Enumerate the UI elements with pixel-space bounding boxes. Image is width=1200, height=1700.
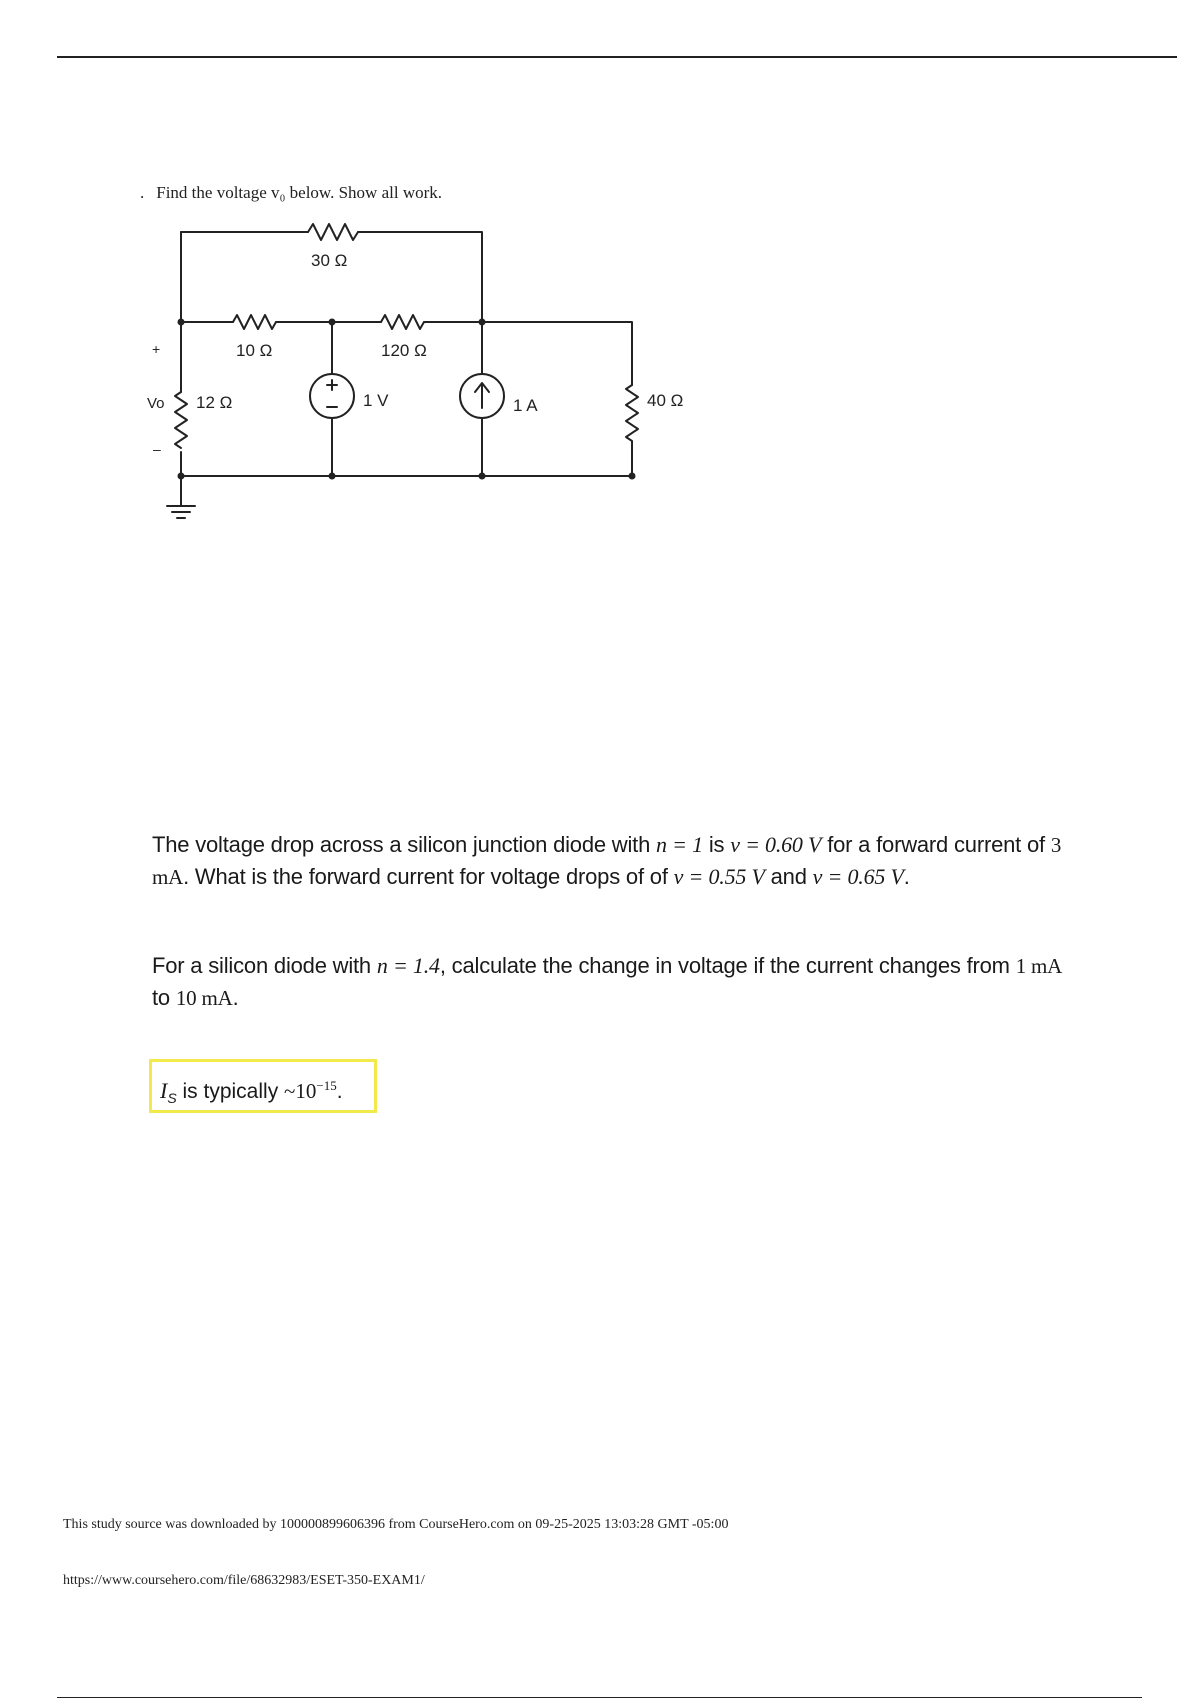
q2-text-5: and	[764, 864, 813, 889]
ground-symbol	[167, 506, 195, 518]
resistor-30	[308, 224, 358, 240]
note-subscript: S	[167, 1090, 177, 1107]
label-vo: Vo	[147, 395, 165, 412]
resistor-10	[233, 315, 276, 329]
label-vo-minus: –	[153, 441, 161, 457]
q2-math-n: n = 1	[656, 832, 703, 857]
question-bullet: .	[140, 183, 145, 202]
label-30-ohm: 30 Ω	[311, 251, 348, 270]
label-12-ohm: 12 Ω	[196, 393, 233, 412]
source-url: https://www.coursehero.com/file/68632983/ESET-350-EXAM1/	[63, 1573, 425, 1588]
q3-text-1: For a silicon diode with	[152, 953, 377, 978]
q3-math-1ma: 1 mA	[1015, 954, 1063, 978]
resistor-40	[626, 385, 638, 476]
q3-text-4: .	[232, 985, 239, 1010]
label-120-ohm: 120 Ω	[381, 341, 427, 360]
question-1-text: Find the voltage v₀ below. Show all work.	[156, 183, 443, 202]
bottom-divider	[57, 1697, 1142, 1698]
top-divider	[57, 56, 1177, 58]
question-2	[152, 829, 1082, 893]
resistor-12	[175, 392, 187, 448]
q2-math-v055: v = 0.55 V	[673, 864, 765, 889]
question-1	[140, 183, 442, 203]
note-symbol: I	[160, 1078, 168, 1103]
q2-text-1: The voltage drop across a silicon junction diode with	[152, 832, 657, 857]
label-10-ohm: 10 Ω	[236, 341, 273, 360]
q3-text-3: to	[152, 985, 176, 1010]
label-40-ohm: 40 Ω	[647, 391, 684, 410]
q2-math-v060: v = 0.60 V	[730, 832, 822, 857]
label-vo-plus: +	[152, 341, 161, 357]
q2-math-3ma: 3 mA	[152, 833, 1062, 889]
circuit-diagram	[140, 210, 700, 540]
note-value: ~10	[284, 1079, 317, 1103]
note-end: .	[336, 1080, 343, 1103]
q2-text-4: . What is the forward current for voltage drops of of	[183, 864, 674, 889]
q3-math-10ma: 10 mA	[175, 986, 233, 1010]
download-notice: This study source was downloaded by 100000899606396 from CourseHero.com on 09-25-2025 13:03:28 GMT -05:00	[63, 1517, 729, 1532]
label-1-volt: 1 V	[363, 391, 389, 410]
q2-text-3: for a forward current of	[821, 832, 1051, 857]
highlight-note	[149, 1059, 377, 1113]
note-text: is typically	[176, 1080, 285, 1103]
q3-math-n: n = 1.4	[376, 953, 440, 978]
note-exponent: −15	[316, 1078, 337, 1093]
q3-text-2: , calculate the change in voltage if the current changes from	[439, 953, 1016, 978]
resistor-120	[381, 315, 424, 329]
q2-math-v065: v = 0.65 V	[812, 864, 904, 889]
label-1-amp: 1 A	[513, 396, 538, 415]
q2-text-6: .	[903, 864, 910, 889]
question-3	[152, 950, 1082, 1014]
q2-text-2: is	[702, 832, 731, 857]
